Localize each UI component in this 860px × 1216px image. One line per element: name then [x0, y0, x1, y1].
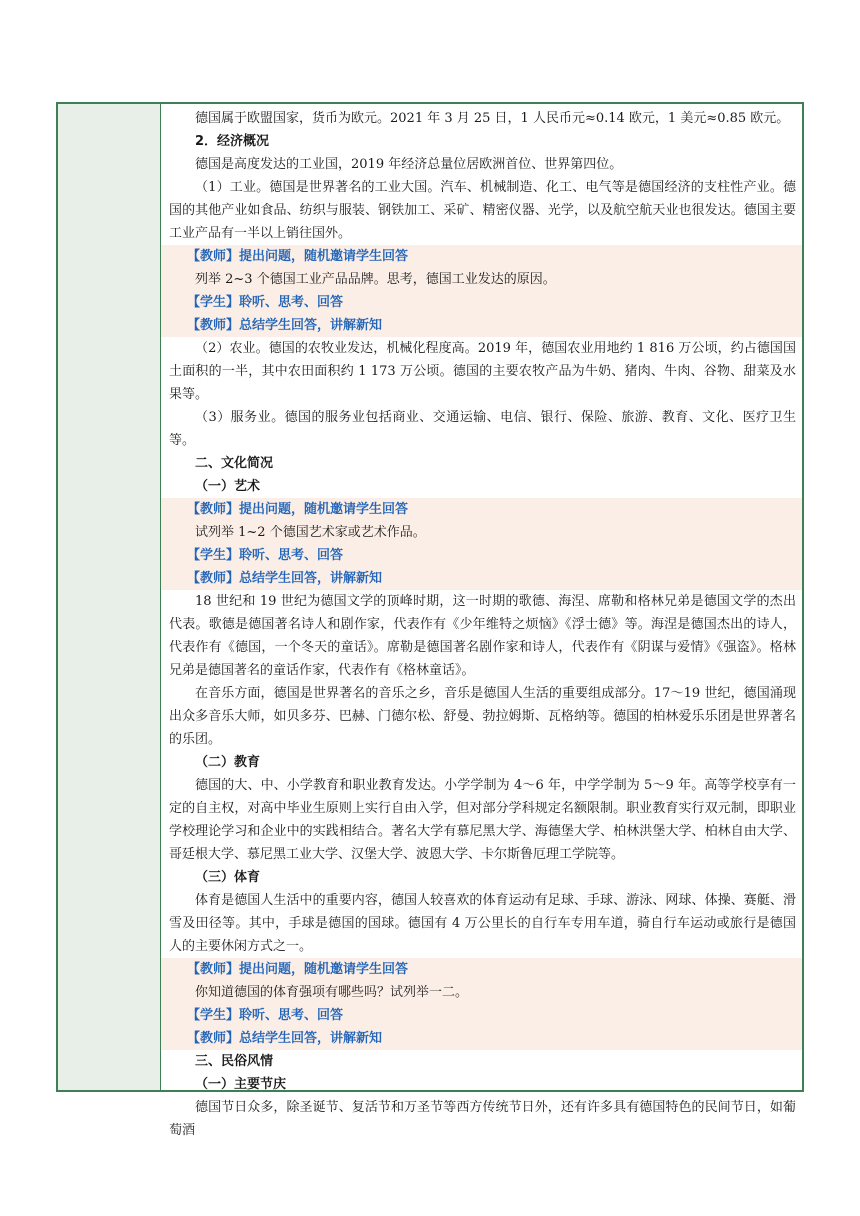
student-label: 【学生】聆听、思考、回答 [187, 295, 344, 310]
question-text: 试列举 1~2 个德国艺术家或艺术作品。 [195, 525, 426, 540]
literature-paragraph: 18 世纪和 19 世纪为德国文学的顶峰时期，这一时期的歌德、海涅、席勒和格林兄弟是德国文学的杰出代表。歌德是德国著名诗人和剧作家，代表作有《少年维特之烦恼》《浮士德》等。海涅是德国杰出的诗人，代表作有《德国，一个冬天的童话》。席勒是德国著名剧作家和诗人，代表作有《阴谋与爱情》《强盗》。格林兄弟是德国著名的童话作家，代表作有《格林童话》。 [169, 594, 796, 678]
sport-heading: （三）体育 [195, 870, 261, 885]
activity-box-sport [161, 958, 802, 1050]
education-heading: （二）教育 [195, 755, 261, 770]
student-label: 【学生】聆听、思考、回答 [187, 548, 344, 563]
economy-intro: 德国是高度发达的工业国，2019 年经济总量位居欧洲首位、世界第四位。 [195, 157, 623, 172]
activity-box-art [161, 498, 802, 590]
teacher-summary-label: 【教师】总结学生回答，讲解新知 [187, 1031, 383, 1046]
activity-box-industry [161, 245, 802, 337]
education-paragraph: 德国的大、中、小学教育和职业教育发达。小学学制为 4～6 年，中学学制为 5～9 年。高等学校享有一定的自主权，对高中毕业生原则上实行自由入学，但对部分学科规定名额限制。职业教育实行双元制，即职业学校理论学习和企业中的实践相结合。著名大学有慕尼黑大学、海德堡大学、柏林洪堡大学、柏林自由大学、哥廷根大学、慕尼黑工业大学、汉堡大学、波恩大学、卡尔斯鲁厄理工学院等。 [169, 778, 796, 862]
customs-heading: 三、民俗风情 [195, 1054, 274, 1069]
industry-paragraph: （1）工业。德国是世界著名的工业大国。汽车、机械制造、化工、电气等是德国经济的支柱性产业。德国的其他产业如食品、纺织与服装、钢铁加工、采矿、精密仪器、光学，以及航空航天业也很发达。德国主要工业产品有一半以上销往国外。 [169, 180, 796, 241]
culture-heading: 二、文化简况 [195, 456, 274, 471]
teacher-ask-label: 【教师】提出问题，随机邀请学生回答 [187, 962, 409, 977]
teacher-ask-label: 【教师】提出问题，随机邀请学生回答 [187, 249, 409, 264]
service-paragraph: （3）服务业。德国的服务业包括商业、交通运输、电信、银行、保险、旅游、教育、文化、医疗卫生等。 [169, 410, 796, 448]
lesson-table [56, 102, 804, 1138]
teacher-summary-label: 【教师】总结学生回答，讲解新知 [187, 318, 383, 333]
festival-paragraph: 德国节日众多，除圣诞节、复活节和万圣节等西方传统节日外，还有许多具有德国特色的民间节日，如葡萄酒 [169, 1100, 796, 1138]
currency-paragraph: 德国属于欧盟国家，货币为欧元。2021 年 3 月 25 日，1 人民币元≈0.14 欧元，1 美元≈0.85 欧元。 [195, 111, 790, 126]
art-heading: （一）艺术 [195, 479, 261, 494]
festival-heading: （一）主要节庆 [195, 1077, 287, 1092]
sport-paragraph: 体育是德国人生活中的重要内容，德国人较喜欢的体育运动有足球、手球、游泳、网球、体操、赛艇、滑雪及田径等。其中，手球是德国的国球。德国有 4 万公里长的自行车专用车道，骑自行车运动或旅行是德国人的主要休闲方式之一。 [169, 893, 796, 954]
content-cell [161, 104, 802, 1138]
music-paragraph: 在音乐方面，德国是世界著名的音乐之乡，音乐是德国人生活的重要组成部分。17～19 世纪，德国涌现出众多音乐大师，如贝多芬、巴赫、门德尔松、舒曼、勃拉姆斯、瓦格纳等。德国的柏林爱乐乐团是世界著名的乐团。 [169, 686, 796, 747]
agriculture-paragraph: （2）农业。德国的农牧业发达，机械化程度高。2019 年，德国农业用地约 1 816 万公顷，约占德国国土面积的一半，其中农田面积约 1 173 万公顷。德国的主要农牧产品为牛奶、猪肉、牛肉、谷物、甜菜及水果等。 [169, 341, 796, 402]
question-text: 你知道德国的体育强项有哪些吗？试列举一二。 [195, 985, 469, 1000]
teacher-ask-label: 【教师】提出问题，随机邀请学生回答 [187, 502, 409, 517]
question-text: 列举 2~3 个德国工业产品品牌。思考，德国工业发达的原因。 [195, 272, 556, 287]
left-column [58, 104, 161, 1090]
student-label: 【学生】聆听、思考、回答 [187, 1008, 344, 1023]
economy-heading: 2．经济概况 [195, 134, 270, 149]
teacher-summary-label: 【教师】总结学生回答，讲解新知 [187, 571, 383, 586]
